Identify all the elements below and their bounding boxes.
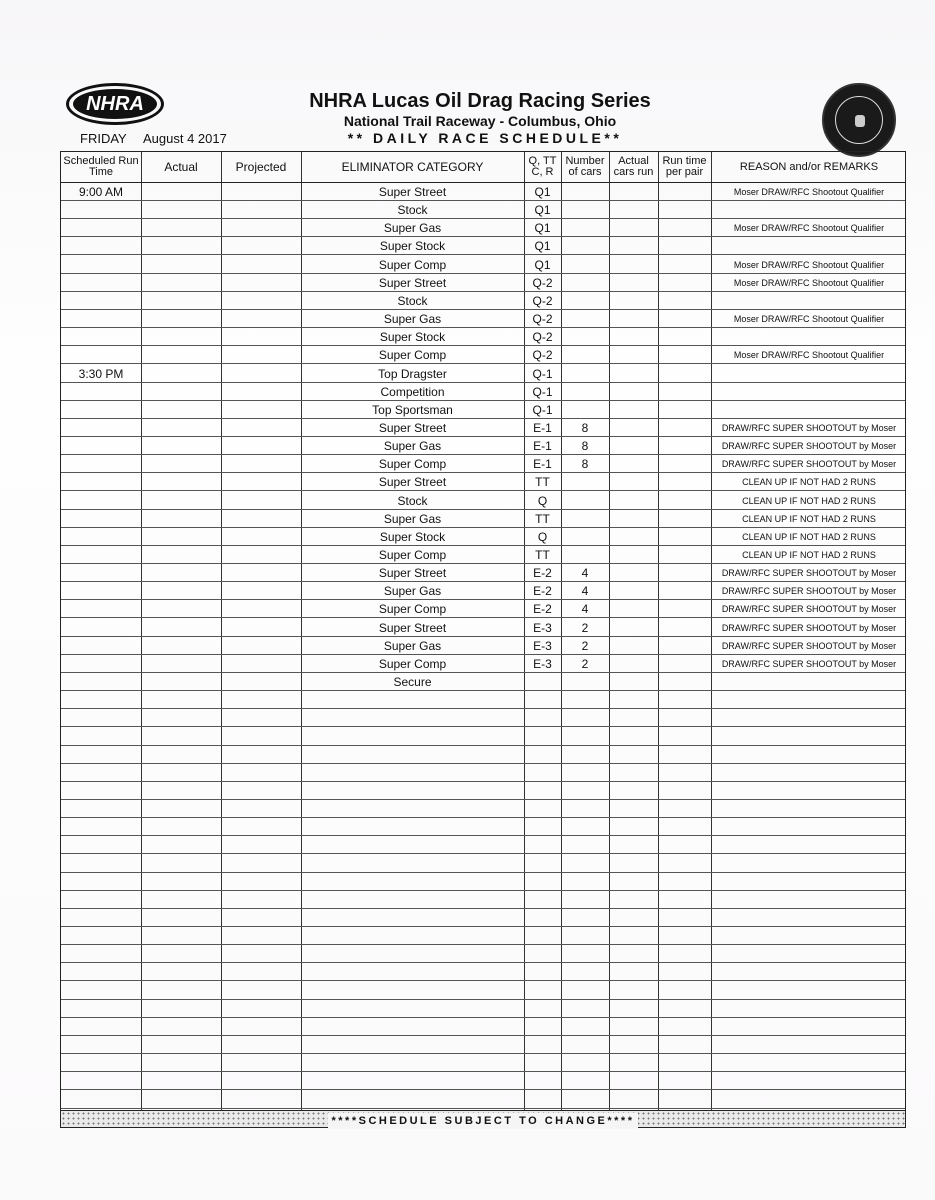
row-number-of-cars [561, 310, 609, 328]
table-row [61, 691, 905, 709]
division-seal-icon [822, 83, 896, 157]
table-row [61, 1072, 905, 1090]
table-row [61, 346, 905, 364]
table-row [61, 619, 905, 637]
table-row [61, 1054, 905, 1072]
row-remarks: Moser DRAW/RFC Shootout Qualifier [733, 277, 885, 288]
header-number: Number of cars [565, 155, 605, 178]
row-qualifier: TT [535, 548, 550, 562]
row-time [61, 401, 141, 419]
row-number-of-cars: 4 [581, 584, 589, 599]
row-qualifier: TT [535, 511, 550, 526]
row-time [61, 673, 141, 691]
row-time [61, 437, 141, 455]
row-number-of-cars [561, 546, 609, 564]
row-category: Super Gas [383, 312, 442, 327]
venue-subtitle: National Trail Raceway - Columbus, Ohio [343, 113, 617, 129]
row-remarks [711, 237, 907, 255]
table-row [61, 274, 905, 292]
row-qualifier: E-2 [533, 602, 552, 617]
row-qualifier: E-1 [533, 439, 552, 454]
table-row [61, 982, 905, 1000]
row-category: Stock [397, 203, 428, 218]
row-qualifier: E-1 [533, 457, 552, 472]
header-q: Q, TT C, R [528, 155, 557, 178]
row-category: Super Comp [378, 656, 447, 671]
row-qualifier: Q1 [534, 185, 551, 199]
row-category: Super Gas [383, 638, 442, 653]
row-time [61, 274, 141, 292]
row-number-of-cars [561, 510, 609, 528]
row-qualifier: Q-2 [532, 348, 553, 363]
table-row [61, 292, 905, 310]
row-category: Super Gas [383, 511, 442, 526]
row-remarks: Moser DRAW/RFC Shootout Qualifier [733, 314, 885, 325]
row-time [61, 619, 141, 637]
table-row [61, 201, 905, 219]
row-remarks: DRAW/RFC SUPER SHOOTOUT by Moser [721, 441, 897, 452]
table-row [61, 383, 905, 401]
row-time [61, 655, 141, 673]
table-row [61, 873, 905, 891]
row-remarks: CLEAN UP IF NOT HAD 2 RUNS [742, 513, 876, 524]
row-time [61, 346, 141, 364]
row-qualifier: Q-2 [532, 275, 553, 290]
table-row [61, 1036, 905, 1054]
row-remarks [711, 201, 907, 219]
row-number-of-cars [561, 346, 609, 364]
row-number-of-cars [561, 274, 609, 292]
row-category: Top Dragster [378, 366, 447, 381]
row-time [61, 219, 141, 237]
row-remarks: DRAW/RFC SUPER SHOOTOUT by Moser [721, 586, 897, 597]
row-number-of-cars [561, 473, 609, 491]
row-category: Super Street [378, 420, 447, 435]
row-time [61, 383, 141, 401]
row-category: Super Stock [379, 330, 446, 345]
row-qualifier: Q1 [534, 239, 551, 254]
row-remarks: CLEAN UP IF NOT HAD 2 RUNS [742, 531, 876, 542]
row-remarks: CLEAN UP IF NOT HAD 2 RUNS [742, 477, 876, 488]
table-row [61, 800, 905, 818]
row-number-of-cars: 8 [581, 439, 589, 454]
table-row [61, 764, 905, 782]
table-row [61, 709, 905, 727]
row-number-of-cars: 8 [581, 420, 589, 435]
row-category: Stock [397, 493, 428, 508]
row-qualifier: Q-2 [532, 312, 553, 327]
row-qualifier: E-3 [533, 656, 552, 671]
table-row [61, 655, 905, 673]
row-number-of-cars [561, 528, 609, 546]
table-row [61, 1000, 905, 1018]
table-row [61, 927, 905, 945]
row-category: Super Street [378, 620, 447, 635]
table-row [61, 673, 905, 691]
nhra-logo [66, 83, 164, 125]
row-remarks: CLEAN UP IF NOT HAD 2 RUNS [742, 495, 876, 506]
row-remarks: Moser DRAW/RFC Shootout Qualifier [733, 223, 885, 234]
table-row [61, 256, 905, 274]
row-time [61, 546, 141, 564]
row-category: Top Sportsman [372, 402, 453, 417]
row-qualifier: Q-1 [532, 384, 553, 399]
row-time [61, 510, 141, 528]
row-time [61, 328, 141, 346]
table-row [61, 310, 905, 328]
row-time [61, 492, 141, 510]
row-category: Super Stock [379, 239, 446, 254]
date-label: August 4 2017 [143, 131, 227, 146]
row-remarks [711, 365, 907, 383]
row-remarks: DRAW/RFC SUPER SHOOTOUT by Moser [721, 422, 897, 433]
row-qualifier: E-3 [533, 638, 552, 653]
row-number-of-cars [561, 673, 609, 691]
table-row [61, 473, 905, 491]
row-number-of-cars [561, 237, 609, 255]
row-category: Stock [397, 293, 428, 308]
table-row [61, 600, 905, 618]
table-row [61, 1018, 905, 1036]
table-row [61, 746, 905, 764]
row-category: Super Comp [378, 457, 447, 472]
row-number-of-cars [561, 256, 609, 274]
row-time [61, 237, 141, 255]
row-remarks [711, 383, 907, 401]
row-number-of-cars: 2 [581, 620, 589, 635]
table-row [61, 546, 905, 564]
row-number-of-cars: 2 [581, 656, 589, 671]
row-number-of-cars [561, 219, 609, 237]
row-remarks: Moser DRAW/RFC Shootout Qualifier [733, 187, 885, 197]
row-category: Super Comp [378, 602, 447, 617]
row-time [61, 455, 141, 473]
table-row [61, 328, 905, 346]
row-number-of-cars [561, 492, 609, 510]
row-qualifier: Q [537, 529, 548, 544]
logo-text: NHRA [86, 92, 144, 115]
row-qualifier: E-3 [533, 620, 552, 635]
row-remarks: DRAW/RFC SUPER SHOOTOUT by Moser [721, 622, 897, 633]
table-row [61, 818, 905, 836]
row-time [61, 600, 141, 618]
table-row [61, 945, 905, 963]
row-category: Super Street [378, 566, 447, 581]
row-qualifier [524, 673, 561, 691]
row-time [61, 292, 141, 310]
row-time [61, 637, 141, 655]
schedule-table [60, 151, 906, 1128]
row-qualifier: TT [535, 475, 550, 490]
row-qualifier: Q1 [534, 203, 551, 218]
row-number-of-cars: 2 [581, 638, 589, 653]
row-category: Super Street [378, 275, 447, 290]
row-remarks: DRAW/RFC SUPER SHOOTOUT by Moser [721, 459, 897, 470]
table-row [61, 528, 905, 546]
schedule-title: ** DAILY RACE SCHEDULE** [347, 130, 623, 146]
row-qualifier: E-2 [533, 584, 552, 599]
row-category: Super Street [378, 185, 447, 199]
row-number-of-cars: 4 [581, 566, 589, 581]
table-row [61, 510, 905, 528]
row-number-of-cars [561, 328, 609, 346]
table-row [61, 564, 905, 582]
row-qualifier: Q-1 [532, 402, 553, 417]
table-row [61, 728, 905, 746]
row-category: Super Comp [378, 257, 447, 272]
table-row [61, 1091, 905, 1109]
header-scheduled: Scheduled Run Time [63, 155, 139, 178]
row-number-of-cars: 4 [581, 602, 589, 617]
row-qualifier: E-1 [533, 420, 552, 435]
header-remarks: REASON and/or REMARKS [739, 160, 879, 173]
row-time: 3:30 PM [78, 366, 124, 381]
table-row [61, 219, 905, 237]
row-number-of-cars: 8 [581, 457, 589, 472]
row-number-of-cars [561, 365, 609, 383]
row-category: Super Gas [383, 439, 442, 454]
page-title: NHRA Lucas Oil Drag Racing Series [309, 90, 651, 112]
header-runtime: Run time per pair [662, 155, 707, 178]
table-row [61, 582, 905, 600]
table-row [61, 455, 905, 473]
row-remarks: DRAW/RFC SUPER SHOOTOUT by Moser [721, 604, 897, 615]
row-qualifier: Q1 [534, 257, 551, 272]
row-number-of-cars [561, 183, 609, 201]
row-qualifier: Q [537, 493, 548, 508]
row-remarks: Moser DRAW/RFC Shootout Qualifier [733, 350, 885, 361]
row-category: Super Street [378, 475, 447, 490]
row-time [61, 473, 141, 491]
table-row [61, 637, 905, 655]
footer-band [61, 1110, 905, 1127]
row-time: 9:00 AM [78, 185, 124, 199]
footer-notice: ****SCHEDULE SUBJECT TO CHANGE**** [328, 1113, 637, 1129]
row-number-of-cars [561, 201, 609, 219]
row-time [61, 256, 141, 274]
table-row [61, 909, 905, 927]
header-projected: Projected [235, 159, 287, 174]
row-time [61, 310, 141, 328]
table-row [61, 401, 905, 419]
table-row [61, 183, 905, 201]
table-row [61, 437, 905, 455]
row-time [61, 564, 141, 582]
table-row [61, 891, 905, 909]
row-remarks: CLEAN UP IF NOT HAD 2 RUNS [742, 550, 876, 560]
row-qualifier: Q-1 [532, 366, 553, 381]
row-category: Secure [393, 675, 432, 690]
row-remarks: DRAW/RFC SUPER SHOOTOUT by Moser [721, 640, 897, 651]
header-category: ELIMINATOR CATEGORY [341, 159, 484, 174]
table-row [61, 782, 905, 800]
row-remarks: DRAW/RFC SUPER SHOOTOUT by Moser [721, 568, 897, 579]
row-category: Super Gas [383, 584, 442, 599]
row-time [61, 419, 141, 437]
row-time [61, 201, 141, 219]
row-qualifier: Q-2 [532, 293, 553, 308]
row-time [61, 528, 141, 546]
table-row [61, 419, 905, 437]
row-time [61, 582, 141, 600]
row-category: Super Comp [378, 548, 447, 562]
row-category: Super Gas [383, 221, 442, 236]
table-row [61, 836, 905, 854]
row-remarks [711, 292, 907, 310]
row-remarks [711, 673, 907, 691]
table-row [61, 237, 905, 255]
row-remarks: Moser DRAW/RFC Shootout Qualifier [733, 259, 885, 270]
day-label: FRIDAY [80, 131, 127, 146]
row-category: Super Stock [379, 529, 446, 544]
table-row [61, 963, 905, 981]
row-category: Competition [380, 384, 445, 399]
row-number-of-cars [561, 401, 609, 419]
row-qualifier: E-2 [533, 566, 552, 581]
row-category: Super Comp [378, 348, 447, 363]
row-number-of-cars [561, 383, 609, 401]
row-qualifier: Q-2 [532, 330, 553, 345]
row-number-of-cars [561, 292, 609, 310]
row-remarks: DRAW/RFC SUPER SHOOTOUT by Moser [721, 658, 897, 669]
row-remarks [711, 401, 907, 419]
table-row [61, 492, 905, 510]
header-actual: Actual [164, 159, 198, 174]
header-actual-cars: Actual cars run [613, 155, 654, 178]
row-remarks [711, 328, 907, 346]
row-qualifier: Q1 [534, 221, 551, 236]
table-row [61, 855, 905, 873]
table-row [61, 365, 905, 383]
